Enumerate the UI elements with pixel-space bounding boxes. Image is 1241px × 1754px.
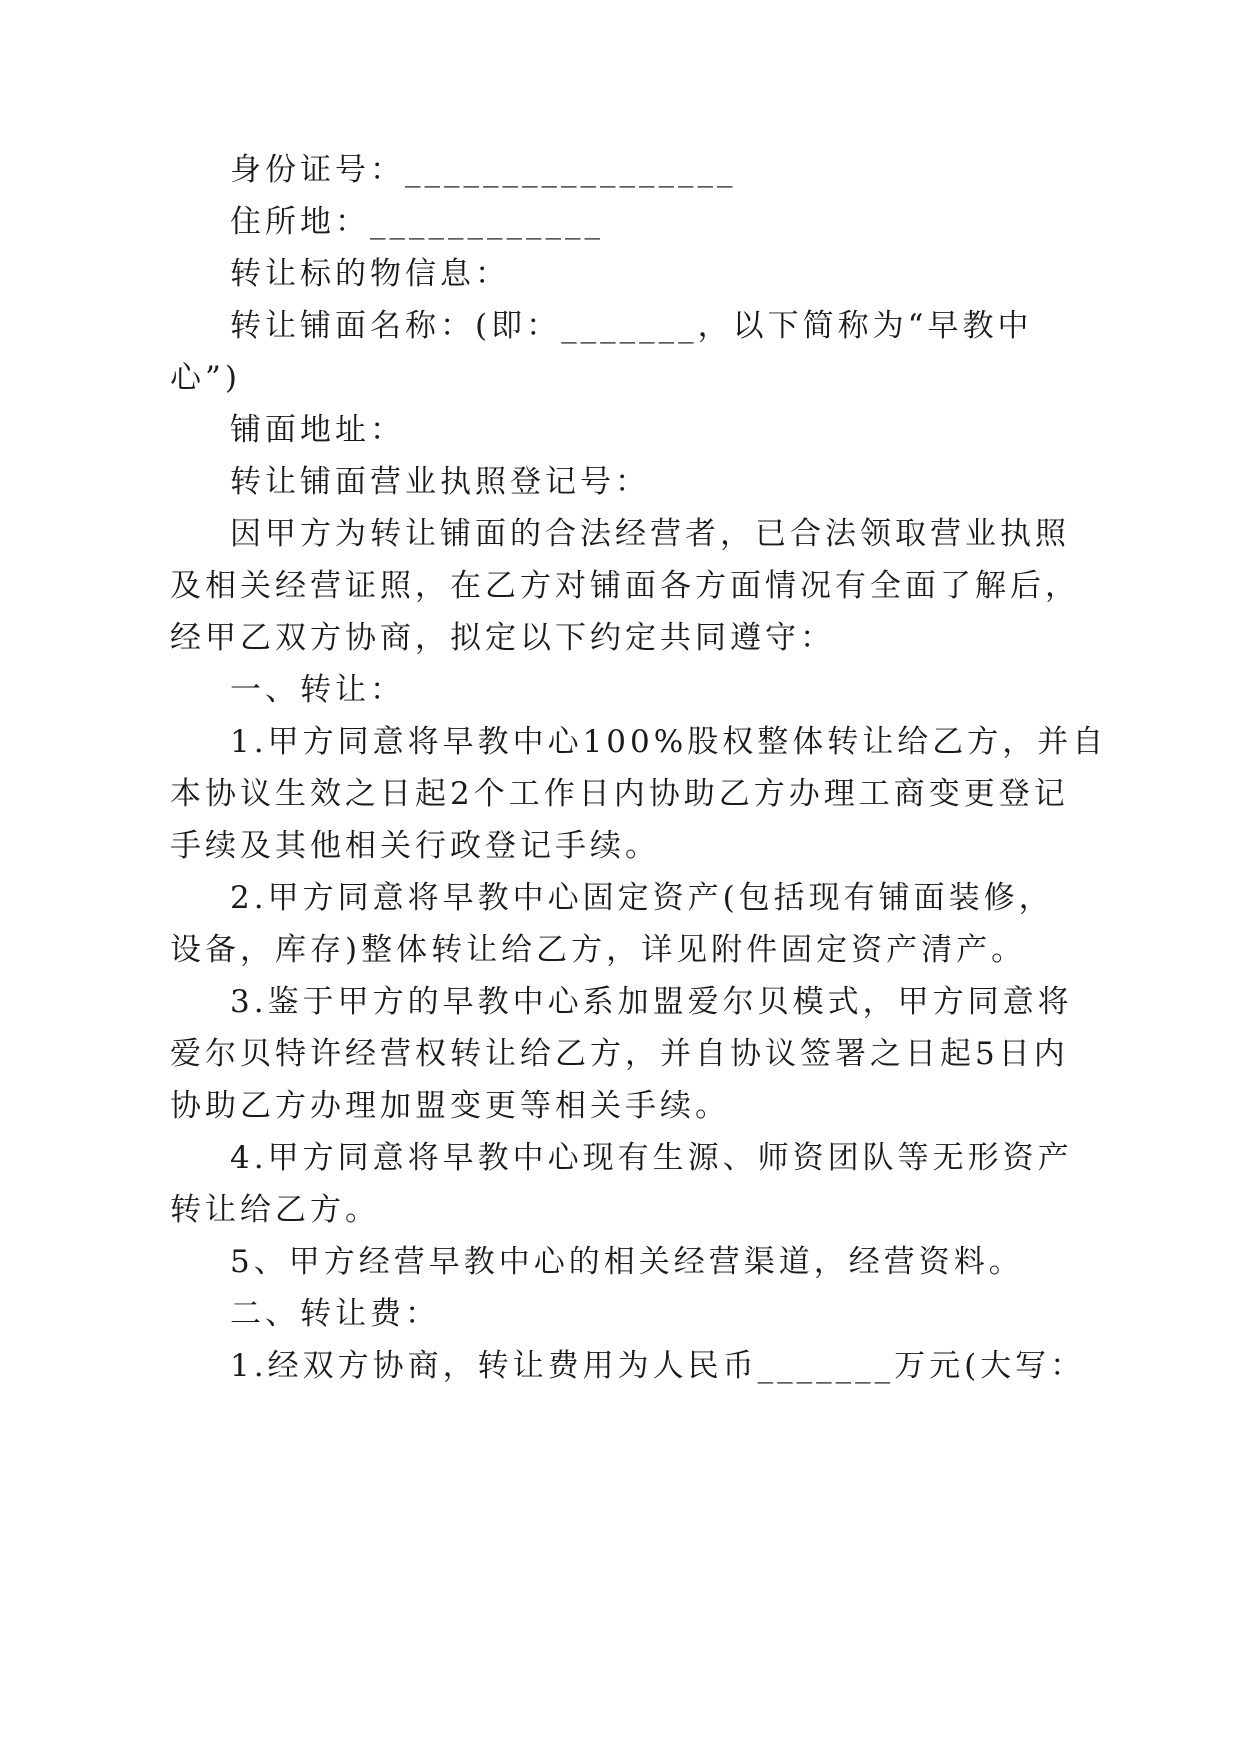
clause-1-2-line-1: 2.甲方同意将早教中心固定资产(包括现有铺面装修， — [230, 880, 1054, 916]
clause-1-3-line-1: 3.鉴于甲方的早教中心系加盟爱尔贝模式，甲方同意将 — [230, 984, 1073, 1020]
preamble-paragraph-line-2: 及相关经营证照，在乙方对铺面各方面情况有全面了解后， — [170, 568, 1080, 604]
clause-1-5-line: 5、甲方经营早教中心的相关经营渠道，经营资料。 — [230, 1244, 1024, 1280]
clause-1-1-line-3: 手续及其他相关行政登记手续。 — [170, 828, 660, 864]
clause-1-3-line-3: 协助乙方办理加盟变更等相关手续。 — [170, 1088, 730, 1124]
clause-1-4-line-2: 转让给乙方。 — [170, 1192, 380, 1228]
transfer-subject-heading: 转让标的物信息： — [230, 256, 510, 292]
shop-name-line: 转让铺面名称：(即：_______，以下简称为“早教中 — [230, 308, 1033, 344]
clause-1-1-line-2: 本协议生效之日起2个工作日内协助乙方办理工商变更登记 — [170, 776, 1069, 812]
id-number-line: 身份证号：_________________ — [230, 152, 737, 188]
clause-1-3-line-2: 爱尔贝特许经营权转让给乙方，并自协议签署之日起5日内 — [170, 1036, 1069, 1072]
preamble-paragraph-line-1: 因甲方为转让铺面的合法经营者，已合法领取营业执照 — [230, 516, 1070, 552]
preamble-paragraph-line-3: 经甲乙双方协商，拟定以下约定共同遵守： — [170, 620, 835, 656]
license-number-line: 转让铺面营业执照登记号： — [230, 464, 650, 500]
clause-2-1-line-1: 1.经双方协商，转让费用为人民币_______万元(大写： — [230, 1348, 1086, 1384]
clause-1-4-line-1: 4.甲方同意将早教中心现有生源、师资团队等无形资产 — [230, 1140, 1073, 1176]
section-one-heading: 一、转让： — [230, 672, 405, 708]
section-two-heading: 二、转让费： — [230, 1296, 440, 1332]
shop-name-line-cont: 心”) — [170, 360, 241, 396]
residence-line: 住所地：____________ — [230, 204, 604, 240]
shop-address-line: 铺面地址： — [230, 412, 405, 448]
clause-1-2-line-2: 设备，库存)整体转让给乙方，详见附件固定资产清产。 — [170, 932, 1027, 968]
clause-1-1-line-1: 1.甲方同意将早教中心100%股权整体转让给乙方，并自 — [230, 724, 1108, 760]
